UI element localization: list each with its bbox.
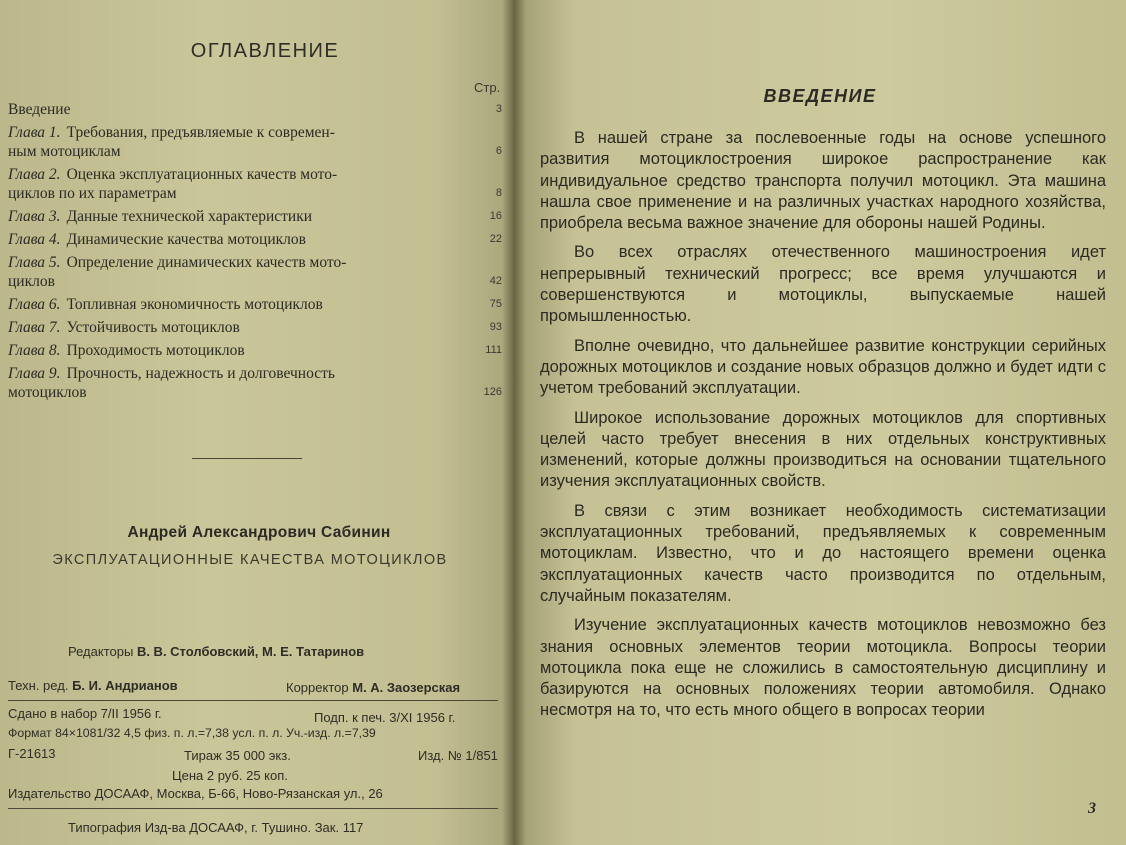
imprint-tech-editor: Техн. ред. Б. И. Андрианов [8,678,178,693]
toc-chapter-number: Глава 1. [8,124,61,141]
toc-entry-text: Проходимость мотоциклов [66,342,245,359]
toc-chapter-number: Глава 5. [8,254,61,271]
toc-entry [8,165,506,203]
intro-paragraph: Вполне очевидно, что дальнейшее развитие конструкции серийных дорожных мотоциклов и создание новых образцов должно и будет идти с учетом требований эксплуатации. [540,336,1106,398]
toc-page-column-header: Стр. [474,80,501,95]
toc-entry-line [8,272,470,291]
toc-entry-text: Динамические качества мотоциклов [66,231,306,248]
toc-entry-text: мотоциклов [8,384,87,401]
toc-chapter-number: Глава 8. [8,342,61,359]
toc-chapter-number: Глава 9. [8,365,61,382]
imprint-proofreader: Корректор М. А. Заозерская [286,680,461,695]
toc-entry-line [8,230,470,249]
page-number: 3 [1088,800,1096,817]
imprint-signed: Подп. к печ. 3/XI 1956 г. [314,710,456,725]
toc-entry-line [8,100,470,119]
toc-entry [8,123,506,161]
toc-entry-text: Топливная экономичность мотоциклов [66,296,323,313]
toc-entry-text: ным мотоциклам [8,143,121,160]
toc-chapter-number: Глава 4. [8,231,61,248]
toc-chapter-number: Глава 2. [8,166,61,183]
toc-entry-line [8,184,470,203]
toc-entry-text: циклов по их параметрам [8,185,177,202]
imprint-typeset: Сдано в набор 7/II 1956 г. [8,706,162,721]
toc-entry-text: циклов [8,273,55,290]
imprint-author: Андрей Александрович Сабинин [127,524,391,541]
toc-chapter-number: Глава 3. [8,208,61,225]
toc-page-number: 22 [489,233,502,245]
imprint-price: Цена 2 руб. 25 коп. [172,768,288,783]
toc-entry-text: Введение [8,101,71,118]
toc-page-number: 111 [485,344,502,356]
toc-entry-text: Оценка эксплуатационных качеств мото- [66,166,338,183]
toc-entry [8,230,506,249]
toc-entry-line [8,318,470,337]
intro-paragraph: Широкое использование дорожных мотоциклов для спортивных целей часто требует внесения в них отдельных конструктивных изменений, которые должны производиться на основании тщательного изучения эксплуатационных свойств. [540,408,1106,491]
toc-entry-text: Требования, предъявляемые к современ- [66,124,335,141]
imprint-order: Изд. № 1/851 [418,748,498,763]
toc-entry [8,364,506,402]
toc-page-number: 8 [495,187,502,199]
imprint-rule-bottom [8,808,498,809]
intro-body [540,128,1106,722]
intro-paragraph: В нашей стране за послевоенные годы на основе успешного развития мотоциклостроения широкое распространение как индивидуальное средство транспорта получил мотоцикл. Эта машина нашла свое применение и на различных участках народного хозяйства, приобрела весьма важное значение для обороны нашей Родины. [540,129,1106,233]
toc-entry-line [8,142,470,161]
imprint-code: Г-21613 [8,746,56,761]
table-of-contents [8,100,506,402]
imprint-format: Формат 84×1081/32 4,5 физ. п. л.=7,38 усл. п. л. Уч.-изд. л.=7,39 [8,726,376,740]
toc-page-number: 93 [489,321,502,333]
imprint-rule-top [8,700,498,701]
toc-page-number: 16 [489,210,502,222]
toc-entry [8,207,506,226]
intro-title: ВВЕДЕНИЕ [763,86,877,106]
imprint-editors: Редакторы В. В. Столбовский, М. Е. Татаринов [68,644,365,659]
intro-paragraph: Изучение эксплуатационных качеств мотоциклов невозможно без знания основных элементов теории мотоцикла. Вопросы теории мотоцикла пока еще не сложились в самостоятельную дисциплину и базируются на основных положениях теории автомобиля. Однако несмотря на то, что есть много общего в вопросах теории [540,616,1106,720]
toc-chapter-number: Глава 7. [8,319,61,336]
toc-entry [8,253,506,291]
imprint-printer: Типография Изд-ва ДОСААФ, г. Тушино. Зак. 117 [68,820,364,835]
toc-entry-text: Определение динамических качеств мото- [66,254,347,271]
toc-entry-line [8,165,470,184]
toc-entry-line [8,341,470,360]
toc-entry [8,318,506,337]
toc-entry [8,341,506,360]
toc-entry-line [8,207,470,226]
toc-chapter-number: Глава 6. [8,296,61,313]
toc-title: ОГЛАВЛЕНИЕ [190,40,340,62]
toc-page-number: 42 [489,275,502,287]
imprint-print-run: Тираж 35 000 экз. [184,748,291,763]
toc-entry-line [8,364,470,383]
toc-entry-line [8,123,470,142]
toc-entry-text: Устойчивость мотоциклов [66,319,240,336]
toc-entry-line [8,383,470,402]
toc-entry-line [8,295,470,314]
intro-paragraph: В связи с этим возникает необходимость систематизации эксплуатационных требований, предъявляемых к современным мотоциклам. Известно, что и до настоящего времени оценка эксплуатационных качеств часто производится по отдельным, случайным показателям. [540,501,1106,605]
toc-entry-line [8,253,470,272]
toc-entry [8,295,506,314]
toc-entry [8,100,506,119]
imprint-publisher: Издательство ДОСААФ, Москва, Б-66, Ново-Рязанская ул., 26 [8,786,383,801]
toc-entry-text: Прочность, надежность и долговечность [66,365,335,382]
toc-page-number: 6 [495,145,502,157]
toc-entry-text: Данные технической характеристики [66,208,313,225]
toc-page-number: 3 [495,103,502,115]
imprint-book-title: ЭКСПЛУАТАЦИОННЫЕ КАЧЕСТВА МОТОЦИКЛОВ [52,552,448,568]
toc-page-number: 126 [483,386,502,398]
section-divider [192,458,302,459]
toc-page-number: 75 [489,298,502,310]
intro-paragraph: Во всех отраслях отечественного машиностроения идет непрерывный технический прогресс; все время улучшаются и совершенствуются и мотоциклы, выпускаемые нашей промышленностью. [540,243,1106,326]
